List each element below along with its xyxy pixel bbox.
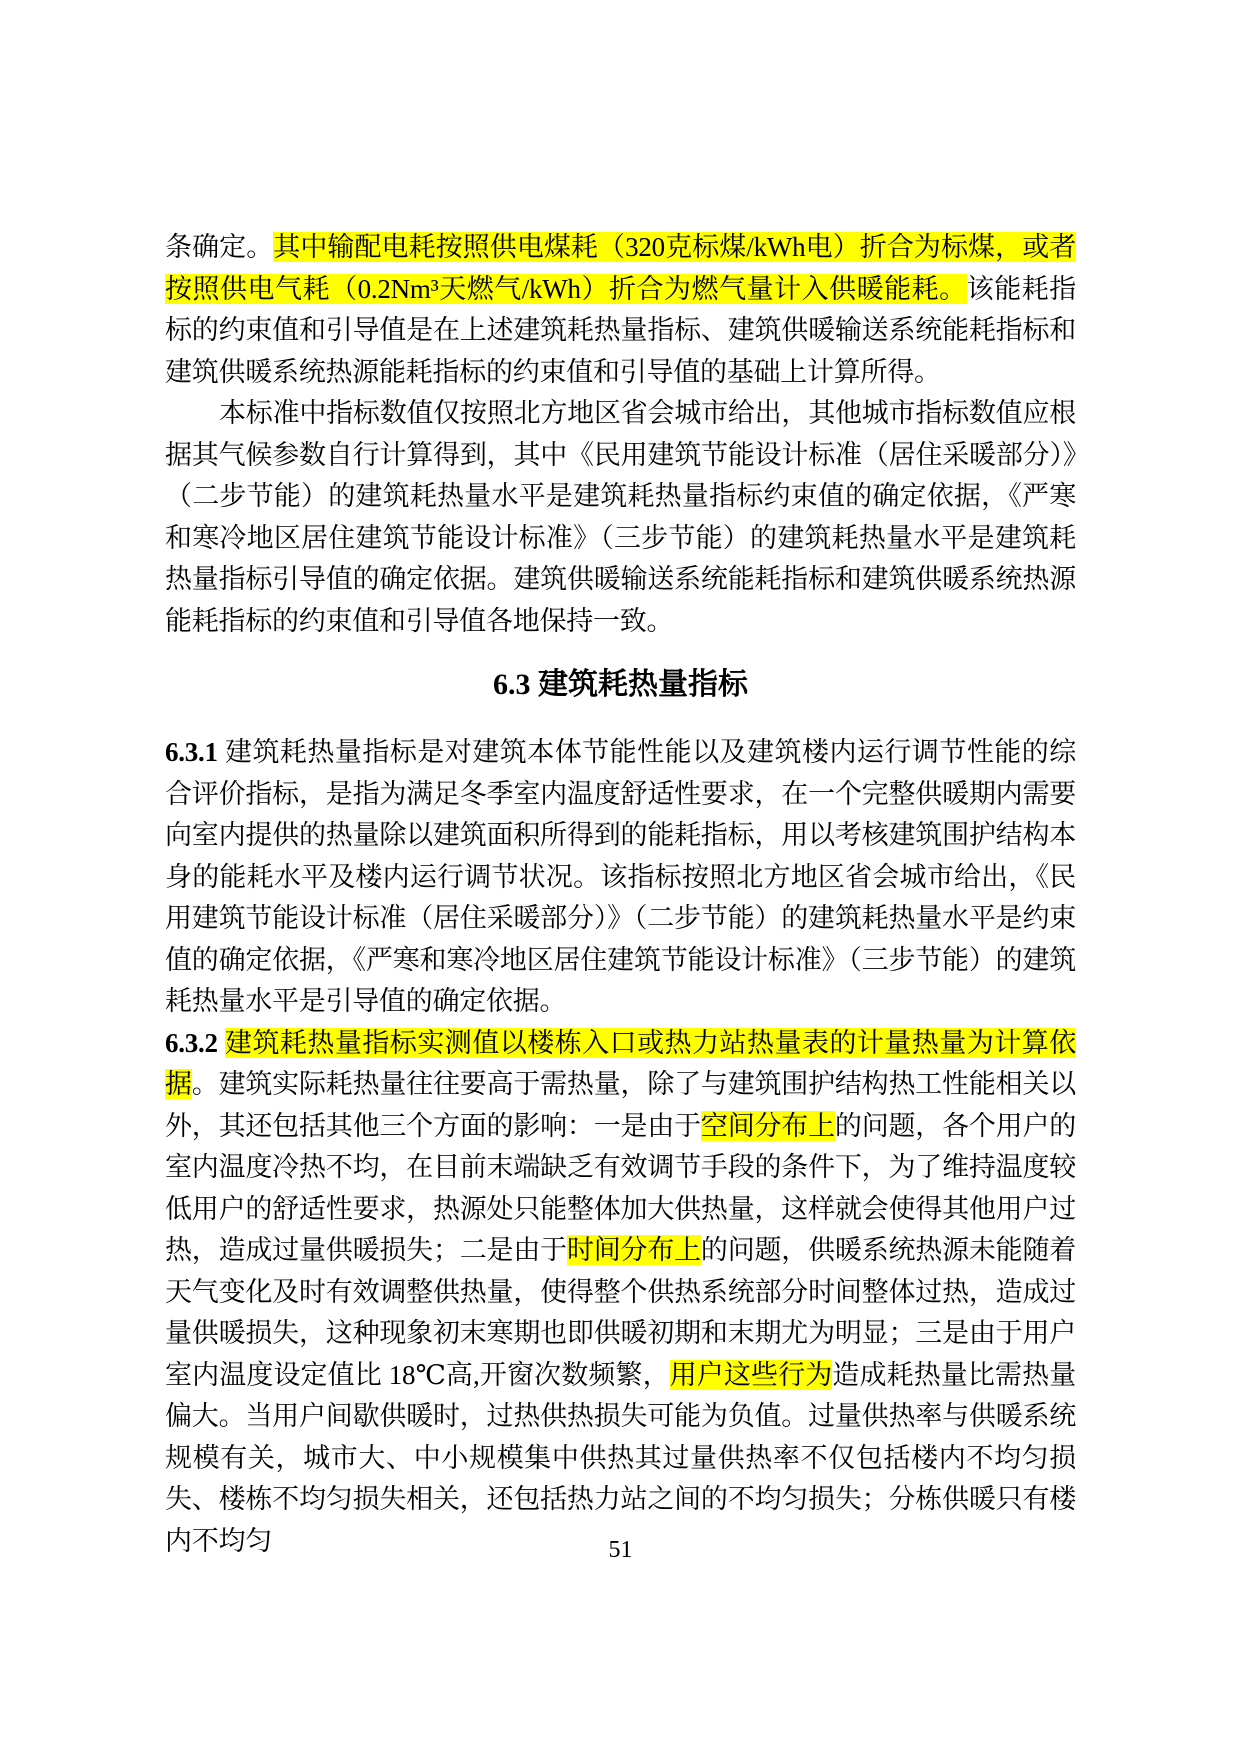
highlighted-text-run: 其中输配电耗按照供电煤耗（320克标煤/kWh电）折合为标煤，或者按照供电气耗（0.2Nm³天燃气/kWh）折合为燃气量计入供暖能耗。 [165,232,1077,304]
text-run: 的问题，供暖系统热源未能随着天气变化及时有效调整供热量，使得整个供热系统部分时间整体过热，造成过量供暖损失，这种现象初末寒期也即供暖初期和末期尤为明显；三是由于用户室内温度设定值比 18℃高,开窗次数频繁， [165,1235,1077,1390]
text-run: 条确定。 [165,232,274,262]
clause-number: 6.3.1 [165,737,225,767]
clause-number: 6.3.2 [165,1027,225,1058]
paragraph [165,393,1076,642]
section-heading: 6.3 建筑耗热量指标 [493,668,748,701]
highlighted-text-run: 用户这些行为 [669,1359,833,1390]
text-run: 建筑耗热量指标是对建筑本体节能性能以及建筑楼内运行调节性能的综合评价指标，是指为满足冬季室内温度舒适性要求，在一个完整供暖期内需要向室内提供的热量除以建筑面积所得到的能耗指标，用以考核建筑围护结构本身的能耗水平及楼内运行调节状况。该指标按照北方地区省会城市给出，《民用建筑节能设计标准（居住采暖部分）》（二步节能）的建筑耗热量水平是约束值的确定依据，《严寒和寒冷地区居住建筑节能设计标准》（三步节能）的建筑耗热量水平是引导值的确定依据。 [165,737,1077,1016]
paragraph [165,1023,1076,1563]
document-body [165,227,1076,1562]
highlighted-text-run: 空间分布上 [700,1110,835,1141]
paragraph [165,227,1076,393]
highlighted-text-run: 时间分布上 [566,1235,701,1265]
text-run: 。建筑实际耗热量往往要高于需热量，除了与建筑围护结构热工性能相关以外，其还包括其他三个方面的影响：一是由于 [165,1069,1076,1141]
text-run: 造成耗热量比需热量偏大。当用户间歇供暖时，过热供热损失可能为负值。过量供热率与供暖系统规模有关，城市大、中小规模集中供热其过量供热率不仅包括楼内不均匀损失、楼栋不均匀损失相关，还包括热力站之间的不均匀损失；分栋供暖只有楼内不均匀 [165,1359,1077,1556]
page-number: 51 [608,1537,633,1563]
paragraph [165,732,1076,1023]
text-run: 本标准中指标数值仅按照北方地区省会城市给出，其他城市指标数值应根据其气候参数自行计算得到，其中《民用建筑节能设计标准（居住采暖部分）》（二步节能）的建筑耗热量水平是建筑耗热量指标约束值的确定依据，《严寒和寒冷地区居住建筑节能设计标准》（三步节能）的建筑耗热量水平是建筑耗热量指标引导值的确定依据。建筑供暖输送系统能耗指标和建筑供暖系统热源能耗指标的约束值和引导值各地保持一致。 [165,398,1076,636]
highlighted-text-run: 建筑耗热量指标实测值以楼栋入口或热力站热量表的计量热量为计算依据 [165,1027,1077,1099]
text-run: 该能耗指标的约束值和引导值是在上述建筑耗热量指标、建筑供暖输送系统能耗指标和建筑供暖系统热源能耗指标的约束值和引导值的基础上计算所得。 [165,273,1076,387]
text-run: 的问题，各个用户的室内温度冷热不均，在目前末端缺乏有效调节手段的条件下，为了维持温度较低用户的舒适性要求，热源处只能整体加大供热量，这样就会使得其他用户过热，造成过量供暖损失；二是由于 [165,1110,1077,1265]
